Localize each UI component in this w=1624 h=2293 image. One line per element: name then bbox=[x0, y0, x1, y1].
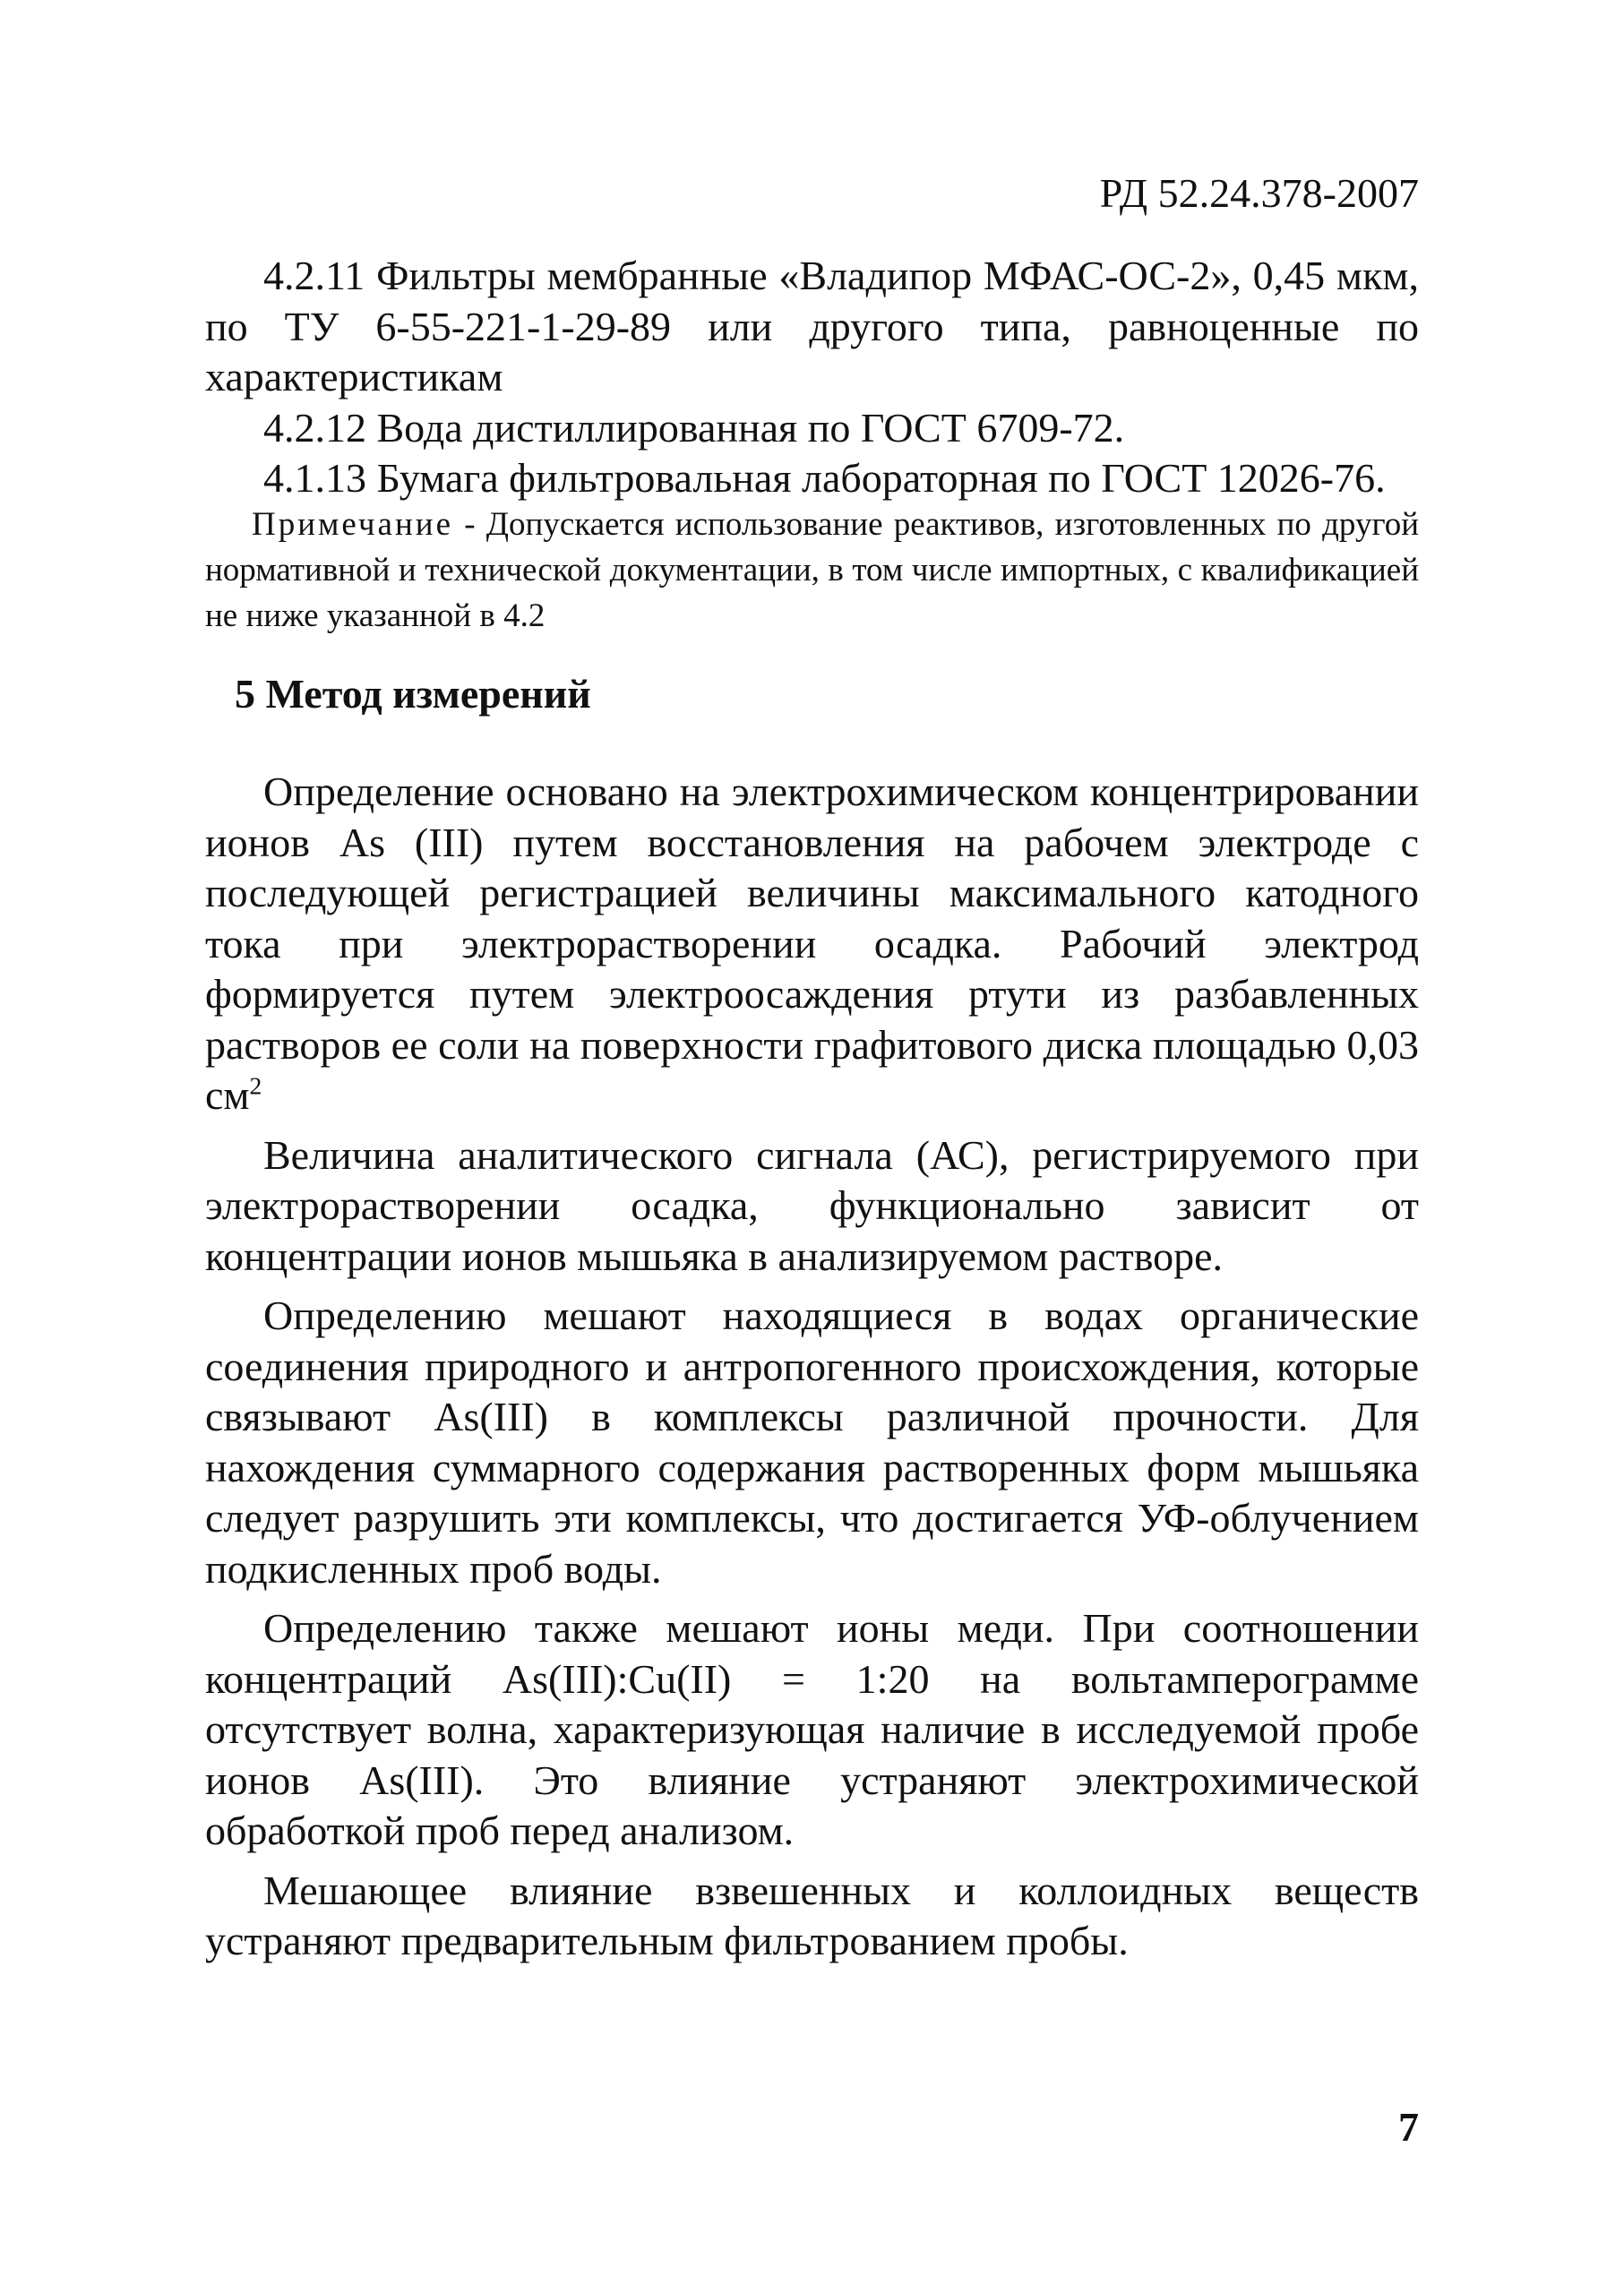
superscript: 2 bbox=[249, 1071, 262, 1100]
reagent-item: 4.2.12 Вода дистиллированная по ГОСТ 6709-72. bbox=[263, 404, 1125, 451]
section-paragraph: Определению мешают находящиеся в водах органические соединения природного и антропогенного происхождения, которые связывают As(III) в комплексы различной прочности. Для нахождения суммарного содержания растворенных форм мышьяка следует разрушить эти комплексы, что достигается УФ-облучением подкисленных проб воды. bbox=[205, 1292, 1419, 1592]
reagents-list bbox=[205, 251, 1419, 504]
paragraph-text: Определение основано на электрохимическом концентрировании ионов As (III) путем восстановления на рабочем электроде с последующей регистрацией величины максимального катодного тока при электрорастворении осадка. Рабочий электрод формируется путем электроосаждения ртути из разбавленных растворов ее соли на поверхности графитового диска площадью 0,03 см bbox=[205, 769, 1419, 1118]
document-code: РД 52.24.378-2007 bbox=[1099, 170, 1419, 216]
section-paragraph: Величина аналитического сигнала (АС), регистрируемого при электрорастворении осадка, функционально зависит от концентрации ионов мышьяка в анализируемом растворе. bbox=[205, 1131, 1419, 1279]
note bbox=[205, 502, 1419, 639]
section-paragraph: Мешающее влияние взвешенных и коллоидных веществ устраняют предварительным фильтрованием пробы. bbox=[205, 1867, 1419, 1963]
reagent-item: 4.1.13 Бумага фильтровальная лабораторная по ГОСТ 12026-76. bbox=[263, 455, 1386, 501]
section-paragraph: Определению также мешают ионы меди. При соотношении концентраций As(III):Cu(II) = 1:20 на вольтамперограмме отсутствует волна, характеризующая наличие в исследуемой пробе ионов As(III). Это влияние устраняют электрохимической обработкой проб перед анализом. bbox=[205, 1605, 1419, 1853]
section-body bbox=[205, 767, 1419, 1976]
note-text: - Допускается использование реактивов, изготовленных по другой нормативной и технической документации, в том числе импортных, с квалификацией не ниже указанной в 4.2 bbox=[205, 506, 1419, 634]
section-paragraph bbox=[205, 767, 1419, 1121]
reagent-item: 4.2.11 Фильтры мембранные «Владипор МФАС-ОС-2», 0,45 мкм, по ТУ 6-55-221-1-29-89 или другого типа, равноценные по характеристикам bbox=[205, 253, 1419, 399]
page-number: 7 bbox=[1398, 2104, 1419, 2150]
note-label: Примечание bbox=[252, 506, 453, 543]
section-heading: 5 Метод измерений bbox=[235, 671, 591, 717]
